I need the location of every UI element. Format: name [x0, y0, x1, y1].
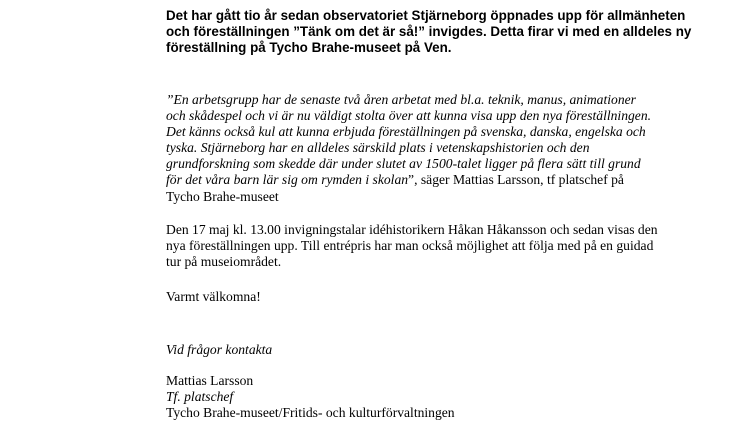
- lead-paragraph: Det har gått tio år sedan observatoriet Stjärneborg öppnades upp för allmänheten och föreställningen ”Tänk om det är så!” invigdes. Detta firar vi med en alldeles ny föreställning på Tycho Brahe-museet på Ven.: [166, 8, 692, 55]
- quote-paragraph: [166, 92, 656, 205]
- welcome-text: Varmt välkomna!: [166, 289, 261, 304]
- event-paragraph: Den 17 maj kl. 13.00 invigningstalar idéhistorikern Håkan Håkansson och sedan visas den nya föreställningen upp. Till entrépris har man också möjlighet att följa med på en guidad tur på museiområdet.: [166, 222, 658, 270]
- quote-attribution: ”, säger Mattias Larsson, tf platschef på Tycho Brahe-museet: [166, 172, 624, 204]
- signer-organization: Tycho Brahe-museet/Fritids- och kulturförvaltningen: [166, 405, 455, 421]
- quote-text: ”En arbetsgrupp har de senaste två åren arbetat med bl.a. teknik, manus, animationer och skådespel och vi är nu väldigt stolta över att kunna visa upp den nya föreställningen. Det känns också kul att kunna erbjuda föreställningen på svenska, danska, engelska och tyska. Stjärneborg har en alldeles särskild plats i vetenskapshistorien och den grundforskning som skedde där under slutet av 1500-talet ligger på flera sätt till grund för det våra barn lär sig om rymden i skolan: [166, 92, 652, 188]
- signature-block: [166, 373, 666, 421]
- signer-title: Tf. platschef: [166, 389, 234, 405]
- contact-heading: Vid frågor kontakta: [166, 342, 273, 357]
- press-release: [166, 8, 706, 421]
- signer-name: Mattias Larsson: [166, 373, 254, 388]
